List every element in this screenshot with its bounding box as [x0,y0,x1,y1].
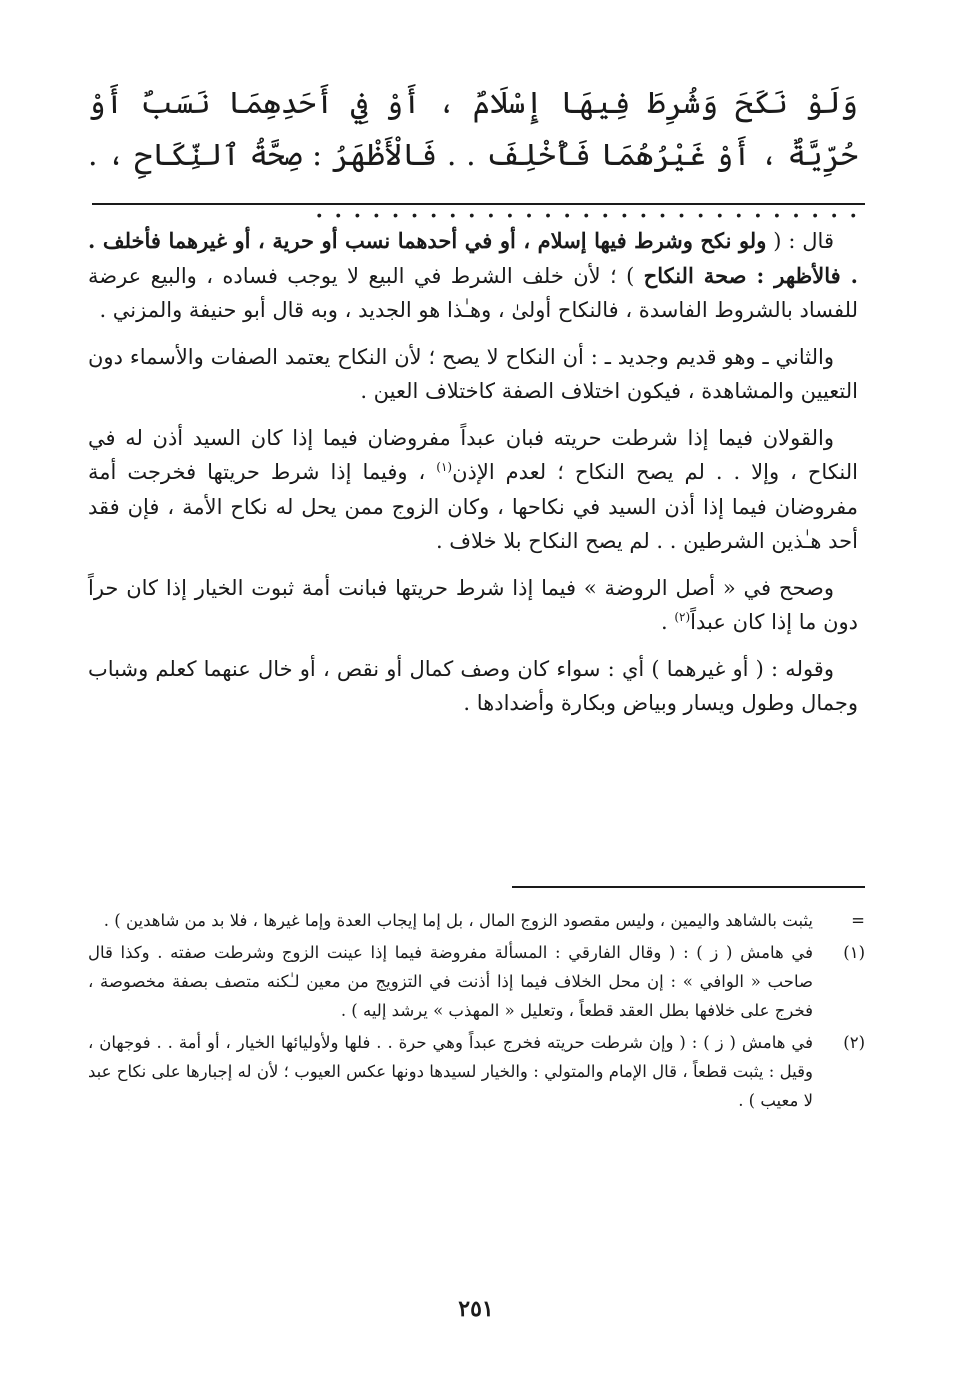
footnotes [88,906,865,1118]
commentary-paragraph-1 [88,224,858,328]
footnotes-divider [512,886,865,888]
commentary-paragraph-5: وقوله : ( أو غيرهما ) أي : سواء كان وصف كمال أو نقص ، أو خال عنهما كعلم وشباب وجمال وطول ويسار وبياض وبكارة وأضدادها . [88,656,858,715]
footnote-continuation [88,906,865,935]
footnote-text: في هامش ( ز ) : ( وإن شرطت حريته فخرج عبداً وهي حرة . . فلها ولأوليائها الخيار ، أو أمة . . فوجهان ، وقيل : يثبت قطعاً ، قال الإمام والمتولي : والخيار لسيدها دونها عكس العيوب ؛ لأن له إجبارها على نكاح عبد لا معيب ) . [88,1033,813,1110]
footnote-1 [88,938,865,1025]
commentary-text: وصحح في « أصل الروضة » فيما إذا شرط حريتها فبانت أمة ثبوت الخيار إذا كان حراً دون ما إذا كان عبداً [88,575,858,634]
commentary-paragraph-3 [88,421,858,559]
commentary [88,224,858,733]
commentary-lead: قال : ( [766,229,834,253]
footnote-2 [88,1028,865,1115]
commentary-text: والقولان فيما إذا شرطت حريته فبان عبداً مفروضان فيما إذا كان السيد أذن له في النكاح ، وإلا . . لم يصح النكاح ؛ لعدم الإذن [88,425,858,484]
footnote-ref-2[interactable]: (٢) [674,610,691,624]
footnote-text: يثبت بالشاهد واليمين ، وليس مقصود الزوج المال ، بل إما إيجاب العدة وإما غيرها ، فلا بد من شاهدين ) . [103,911,813,930]
page-number: ٢٥١ [458,1296,494,1322]
commentary-text: ، وفيما إذا شرط حريتها فخرجت أمة مفروضان فيما إذا أذن السيد في نكاحها ، وكان الزوج ممن يحل له نكاح الأمة ، فإن فقد أحد هـٰذين الشرطين . . لم يصح النكاح بلا خلاف . [88,460,858,553]
commentary-paragraph-2: والثاني ـ وهو قديم وجديد ـ : أن النكاح لا يصح ؛ لأن النكاح يعتمد الصفات والأسماء دون التعيين والمشاهدة ، فيكون اختلاف الصفة كاختلاف العين . [88,344,858,403]
footnote-marker: = [851,911,865,930]
footnote-marker: (٢) [843,1033,865,1052]
footnote-text: في هامش ( ز ) : ( وقال الفارقي : المسألة مفروضة فيما إذا عينت الزوج وشرطت صفته . وكذا قال صاحب « الوافي » : إن محل الخلاف فيما إذا أذنت في التزويج من معين لـٰكنه متصف بصفة مخصوصة ، فخرج على خلافها بطل العقد قطعاً ، وتعليل « المهذب » يرشد إليه ) . [88,943,813,1020]
footnote-ref-1[interactable]: (١) [436,460,453,474]
footnote-marker: (١) [843,943,865,962]
commentary-text: . [660,610,675,634]
matn-divider [92,203,865,205]
commentary-text: ) ؛ لأن خلف الشرط في البيع لا يوجب فساده ، والبيع عرضة للفساد بالشروط الفاسدة ، فالنكاح أولىٰ ، وهـٰذا هو الجديد ، وبه قال أبو حنيفة والمزني . [88,263,858,322]
matn-text: وَلَوْ نَكَحَ وَشُرِطَ فِيهَا إِسْلَامٌ ، أَوْ فِي أَحَدِهِمَا نَسَبٌ أَوْ حُرِّيَّةٌ ، أَوْ غَيْرُهُمَا فَأُخْلِفَ . . فَالْأَظْهَرُ : صِحَّةُ ٱلنِّكَاحِ ، . . . . . . . . . . . . . . . . . . . . . . . . . . . . . . [88,86,858,225]
quoted-matn: ولو نكح وشرط فيها إسلام ، أو في أحدهما نسب أو حرية ، أو غيرهما فأخلف . . فالأظهر : صحة النكاح [88,228,858,288]
commentary-paragraph-4 [88,571,858,640]
